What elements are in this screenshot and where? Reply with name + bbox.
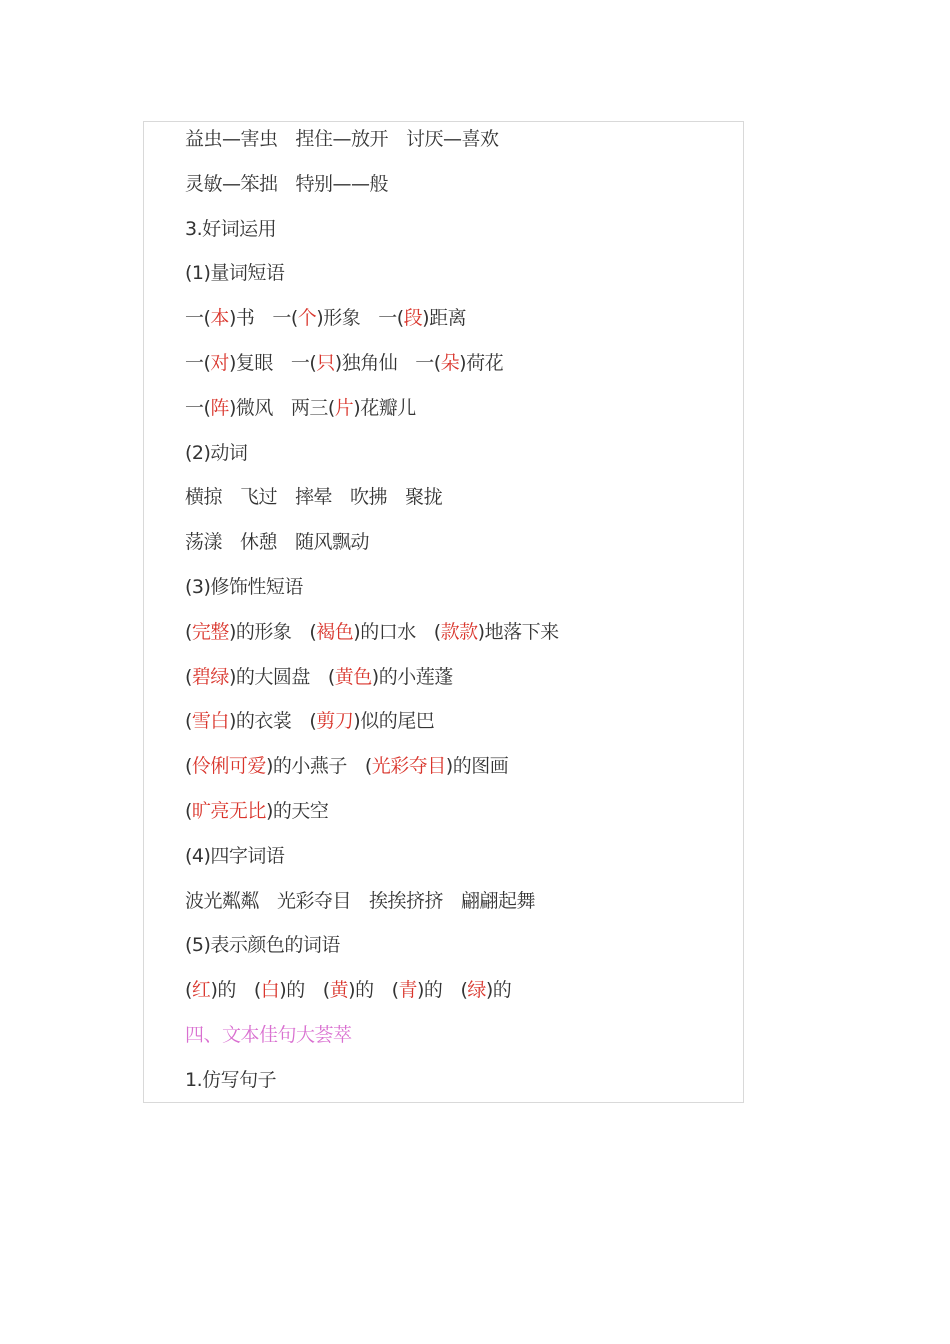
answer-text: 款款	[440, 620, 478, 643]
text-segment: (	[364, 755, 372, 778]
text-segment: (3)修饰性短语	[185, 575, 303, 598]
text-segment: 一(	[185, 351, 211, 374]
text-segment: 一(	[378, 307, 404, 330]
text-segment: )独角仙	[334, 351, 398, 374]
text-segment: (	[327, 665, 335, 688]
text-line-l4	[185, 255, 725, 300]
text-segment: )的	[417, 979, 443, 1002]
text-segment: 荡漾	[185, 531, 223, 554]
text-segment: )书	[228, 307, 255, 330]
text-segment: )花瓣儿	[353, 396, 416, 419]
section-heading: 四、文本佳句大荟萃	[185, 1023, 352, 1046]
text-segment: 摔晕	[295, 486, 333, 509]
answer-text: 红	[191, 979, 211, 1002]
answer-text: 剪刀	[316, 710, 354, 733]
text-segment: (	[460, 979, 468, 1002]
answer-text: 黄色	[334, 665, 372, 688]
answer-text: 个	[297, 307, 317, 330]
text-line-l16	[185, 793, 725, 838]
text-line-l9	[185, 479, 725, 524]
text-line-l17	[185, 838, 725, 883]
text-segment: )的	[210, 979, 236, 1002]
text-segment: 一(	[272, 307, 298, 330]
text-line-l7	[185, 390, 725, 435]
text-segment: )地落下来	[477, 620, 559, 643]
text-segment: )的大圆盘	[228, 665, 310, 688]
answer-text: 光彩夺目	[371, 755, 446, 778]
text-line-l2	[185, 166, 725, 211]
document-body	[185, 121, 725, 1107]
text-segment: (2)动词	[185, 441, 248, 464]
text-line-l15	[185, 748, 725, 793]
text-line-l3	[185, 211, 725, 256]
text-segment: 3.好词运用	[185, 217, 277, 240]
text-line-l13	[185, 659, 725, 704]
answer-text: 只	[316, 351, 335, 374]
answer-text: 黄	[329, 979, 349, 1002]
text-segment: (	[253, 979, 261, 1002]
text-segment: )的衣裳	[228, 710, 292, 733]
answer-text: 完整	[191, 620, 229, 643]
text-segment: (	[185, 620, 192, 643]
answer-text: 朵	[440, 351, 460, 374]
answer-text: 伶俐可爱	[191, 755, 266, 778]
text-segment: 一(	[185, 396, 211, 419]
text-segment: )的小莲蓬	[371, 665, 453, 688]
text-segment: 灵敏—笨拙	[185, 172, 278, 195]
text-segment: (	[185, 710, 192, 733]
text-segment: )的口水	[353, 620, 416, 643]
text-line-l22	[185, 1062, 725, 1107]
answer-text: 阵	[210, 396, 229, 419]
answer-text: 青	[398, 979, 418, 1002]
text-line-l19	[185, 927, 725, 972]
text-segment: )的	[279, 979, 305, 1002]
text-segment: (	[309, 710, 317, 733]
answer-text: 旷亮无比	[191, 799, 266, 822]
text-segment: (	[322, 979, 330, 1002]
text-segment: 飞过	[240, 486, 278, 509]
answer-text: 片	[334, 396, 354, 419]
answer-text: 对	[210, 351, 229, 374]
text-segment: )的图画	[445, 755, 509, 778]
text-segment: 讨厌—喜欢	[406, 128, 499, 150]
text-segment: 一(	[185, 307, 211, 330]
text-segment: 一(	[415, 351, 441, 374]
text-line-l6	[185, 345, 725, 390]
text-line-l1	[185, 121, 725, 166]
text-segment: 捏住—放开	[295, 128, 389, 150]
text-segment: (	[185, 979, 192, 1002]
text-line-l12	[185, 614, 725, 659]
text-segment: 聚拢	[405, 486, 443, 509]
text-segment: )的形象	[228, 620, 292, 643]
text-segment: )的小燕子	[265, 755, 347, 778]
text-line-l18	[185, 883, 725, 928]
answer-text: 碧绿	[191, 665, 229, 688]
answer-text: 褐色	[316, 620, 354, 643]
text-segment: )形象	[316, 307, 361, 330]
text-segment: 两三(	[290, 396, 335, 419]
text-segment: (1)量词短语	[185, 262, 285, 285]
text-segment: )的	[348, 979, 374, 1002]
text-line-l8	[185, 435, 725, 480]
text-segment: 翩翩起舞	[461, 889, 536, 912]
answer-text: 雪白	[191, 710, 229, 733]
text-segment: 特别——般	[295, 172, 389, 195]
text-segment: (	[309, 620, 317, 643]
text-line-l10	[185, 524, 725, 569]
text-segment: )似的尾巴	[353, 710, 435, 733]
text-segment: 随风飘动	[295, 531, 370, 554]
text-segment: 光彩夺目	[277, 889, 352, 912]
text-segment: (4)四字词语	[185, 844, 285, 867]
text-segment: )微风	[228, 396, 273, 419]
text-segment: (5)表示颜色的词语	[185, 934, 340, 957]
text-segment: )的天空	[265, 799, 329, 822]
answer-text: 绿	[467, 979, 486, 1002]
text-segment: (	[185, 665, 192, 688]
text-segment: 吹拂	[350, 486, 388, 509]
text-line-l14	[185, 703, 725, 748]
answer-text: 本	[210, 307, 229, 330]
text-segment: 休憩	[240, 531, 278, 554]
text-segment: )的	[485, 979, 512, 1002]
answer-text: 段	[403, 307, 423, 330]
answer-text: 白	[260, 979, 280, 1002]
text-segment: (	[433, 620, 441, 643]
text-segment: )复眼	[228, 351, 273, 374]
text-segment: 波光粼粼	[185, 889, 260, 912]
text-line-l21	[185, 1017, 725, 1062]
text-segment: (	[185, 755, 192, 778]
text-segment: (	[185, 799, 192, 822]
text-segment: 益虫—害虫	[185, 128, 278, 150]
text-line-l11	[185, 569, 725, 614]
text-segment: 1.仿写句子	[185, 1068, 277, 1091]
text-segment: 一(	[290, 351, 317, 374]
text-segment: )荷花	[459, 351, 504, 374]
text-segment: 挨挨挤挤	[369, 889, 444, 912]
text-segment: (	[391, 979, 399, 1002]
text-segment: 横掠	[185, 486, 223, 509]
text-segment: )距离	[422, 307, 467, 330]
text-line-l5	[185, 300, 725, 345]
text-line-l20	[185, 972, 725, 1017]
